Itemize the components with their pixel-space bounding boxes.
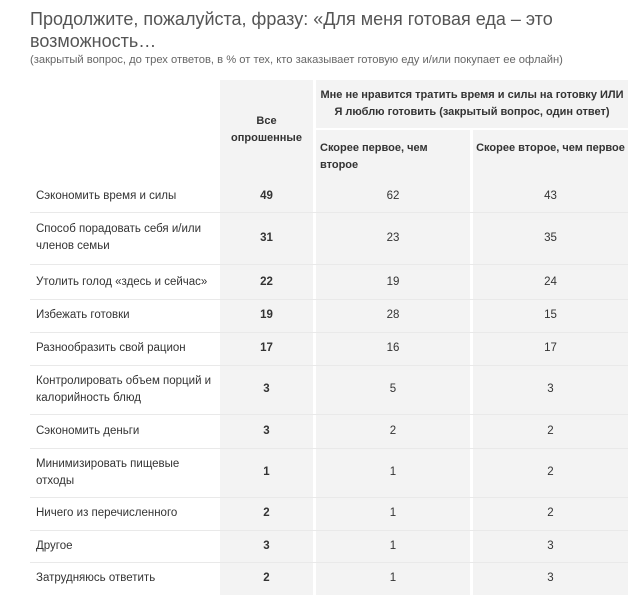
cell-all-respondents: 49 (260, 189, 273, 202)
cell-second-rather: 3 (547, 572, 554, 584)
row-divider (30, 264, 628, 265)
cell-all-respondents: 31 (260, 231, 273, 244)
cell-all-respondents: 2 (263, 507, 270, 519)
table-row (30, 448, 628, 497)
cell-first-rather: 62 (386, 189, 400, 202)
cell-all-respondents: 3 (263, 383, 270, 395)
row-label: Разнообразить свой рацион (36, 342, 186, 354)
cell-second-rather: 2 (547, 507, 554, 519)
cell-first-rather: 1 (389, 466, 397, 478)
cell-first-rather: 1 (389, 507, 397, 519)
cell-all-respondents: 1 (263, 466, 270, 478)
cell-all-respondents: 3 (263, 539, 270, 552)
table-row (30, 562, 628, 595)
cell-second-rather: 35 (544, 231, 557, 244)
cell-all-respondents: 17 (260, 342, 273, 354)
table-row (30, 365, 628, 414)
page-subtitle: (закрытый вопрос, до трех ответов, в % от тех, кто заказывает готовую еду и/или покупает ее офлайн) (30, 54, 563, 66)
cell-first-rather: 5 (389, 383, 397, 395)
cell-all-respondents: 2 (263, 572, 270, 584)
cell-second-rather: 17 (544, 342, 557, 354)
row-label: Утолить голод «здесь и сейчас» (36, 276, 208, 288)
cell-all-respondents: 22 (260, 276, 273, 288)
row-label: Избежать готовки (36, 309, 130, 321)
table-row (30, 332, 628, 365)
cell-second-rather: 2 (547, 466, 554, 478)
cell-first-rather: 1 (389, 572, 397, 584)
header-group: Мне не нравится тратить время и силы на готовку ИЛИ Я люблю готовить (закрытый вопрос, один ответ) (320, 89, 624, 118)
row-label: Сэкономить время и силы (36, 189, 177, 202)
row-label: Способ порадовать себя и/или членов семьи (36, 223, 202, 252)
row-label: Затрудняюсь ответить (36, 572, 156, 584)
cell-all-respondents: 3 (263, 424, 270, 437)
header-first-rather: Скорее первое, чем второе (320, 142, 428, 171)
cell-first-rather: 16 (386, 342, 400, 354)
table-row (30, 299, 628, 332)
table-row (30, 497, 628, 530)
cell-first-rather: 23 (386, 231, 400, 244)
row-label: Контролировать объем порций и калорийность блюд (36, 374, 212, 404)
table-row (30, 266, 628, 299)
cell-first-rather: 2 (389, 424, 397, 437)
cell-all-respondents: 19 (260, 309, 273, 321)
row-label: Ничего из перечисленного (36, 507, 178, 519)
cell-second-rather: 2 (547, 424, 554, 437)
header-all-respondents: Все опрошенные (231, 115, 302, 144)
page-title: Продолжите, пожалуйста, фразу: «Для меня готовая еда – это возможность… (30, 9, 553, 51)
row-label: Другое (36, 539, 73, 552)
header-second-rather: Скорее второе, чем первое (476, 142, 625, 154)
cell-second-rather: 3 (547, 383, 554, 395)
row-label: Минимизировать пищевые отходы (36, 457, 180, 487)
table-row (30, 414, 628, 448)
cell-first-rather: 28 (386, 309, 400, 321)
table-row (30, 212, 628, 264)
row-label: Сэкономить деньги (36, 424, 140, 437)
cell-first-rather: 19 (386, 276, 400, 288)
cell-first-rather: 1 (389, 539, 397, 552)
cell-second-rather: 3 (547, 539, 554, 552)
cell-second-rather: 15 (544, 309, 557, 321)
cell-second-rather: 43 (544, 189, 557, 202)
table-row (30, 180, 628, 212)
table-row (30, 530, 628, 562)
cell-second-rather: 24 (544, 276, 557, 288)
